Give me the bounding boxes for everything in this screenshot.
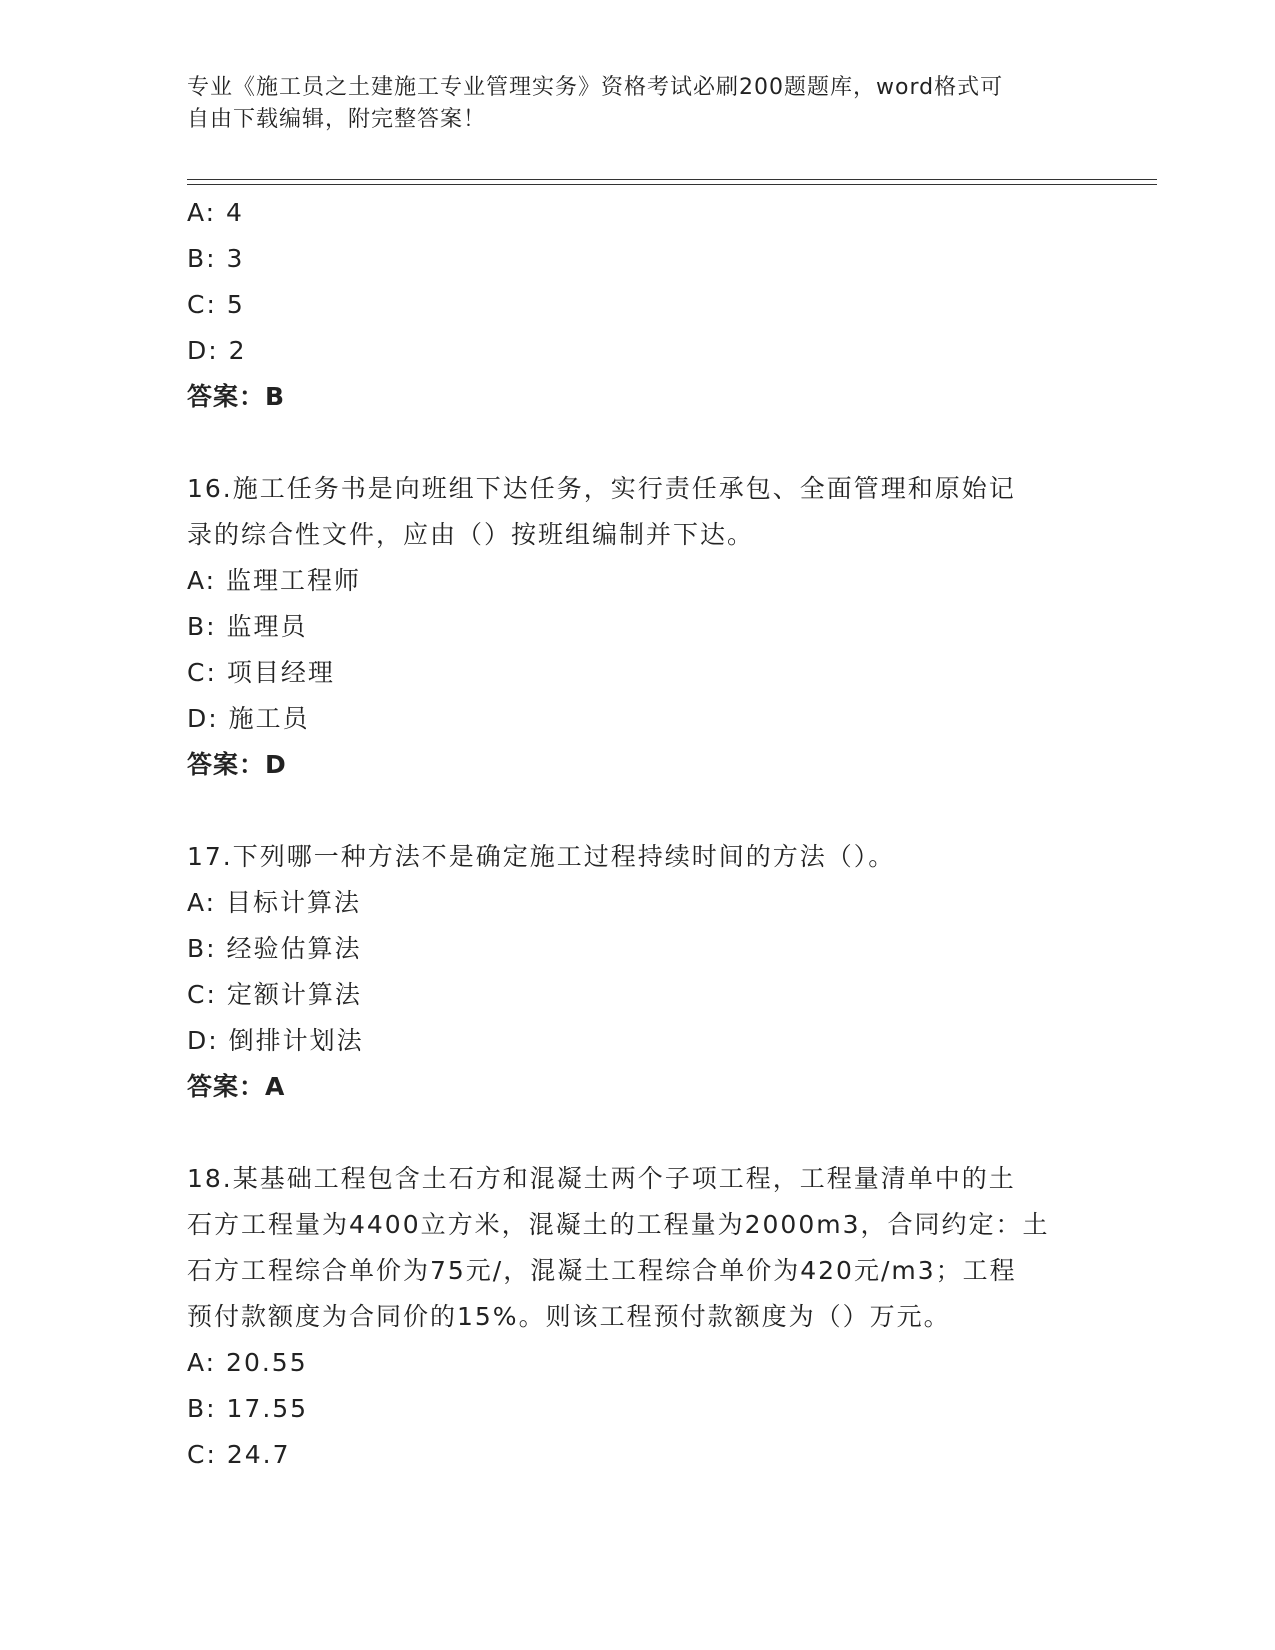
option-c: C: 项目经理 <box>187 658 335 687</box>
answer-line: 答案：D <box>187 750 287 779</box>
spacer <box>187 1110 1087 1156</box>
option-d: D: 2 <box>187 336 247 365</box>
question-15 <box>187 190 1087 420</box>
header-divider-bottom <box>187 184 1157 185</box>
option-c: C: 定额计算法 <box>187 980 362 1009</box>
option-c: C: 5 <box>187 290 245 319</box>
question-list <box>187 190 1087 1478</box>
header-divider-top <box>187 179 1157 180</box>
question-stem-line: 预付款额度为合同价的15%。则该工程预付款额度为（）万元。 <box>187 1302 951 1331</box>
question-stem-line: 16.施工任务书是向班组下达任务，实行责任承包、全面管理和原始记 <box>187 474 1016 503</box>
answer-line: 答案：B <box>187 382 286 411</box>
option-b: B: 17.55 <box>187 1394 309 1423</box>
option-b: B: 监理员 <box>187 612 308 641</box>
question-stem-line: 石方工程综合单价为75元/，混凝土工程综合单价为420元/m3；工程 <box>187 1256 1017 1285</box>
question-18 <box>187 1156 1087 1478</box>
question-stem-line: 18.某基础工程包含土石方和混凝土两个子项工程，工程量清单中的土 <box>187 1164 1016 1193</box>
option-a: A: 20.55 <box>187 1348 308 1377</box>
option-b: B: 3 <box>187 244 245 273</box>
option-a: A: 监理工程师 <box>187 566 362 595</box>
header-line-1: 专业《施工员之土建施工专业管理实务》资格考试必刷200题题库，word格式可 <box>187 75 1004 100</box>
question-stem-line: 石方工程量为4400立方米，混凝土的工程量为2000m3，合同约定：土 <box>187 1210 1050 1239</box>
option-c: C: 24.7 <box>187 1440 291 1469</box>
answer-line: 答案：A <box>187 1072 286 1101</box>
header-line-2: 自由下载编辑，附完整答案！ <box>187 107 487 132</box>
question-stem-line: 录的综合性文件，应由（）按班组编制并下达。 <box>187 520 755 549</box>
option-a: A: 4 <box>187 198 244 227</box>
option-d: D: 施工员 <box>187 704 310 733</box>
question-16 <box>187 466 1087 788</box>
spacer <box>187 420 1087 466</box>
spacer <box>187 788 1087 834</box>
option-a: A: 目标计算法 <box>187 888 362 917</box>
question-stem-line: 17.下列哪一种方法不是确定施工过程持续时间的方法（）。 <box>187 842 896 871</box>
option-d: D: 倒排计划法 <box>187 1026 364 1055</box>
option-b: B: 经验估算法 <box>187 934 362 963</box>
question-17 <box>187 834 1087 1110</box>
document-header <box>187 72 1067 136</box>
